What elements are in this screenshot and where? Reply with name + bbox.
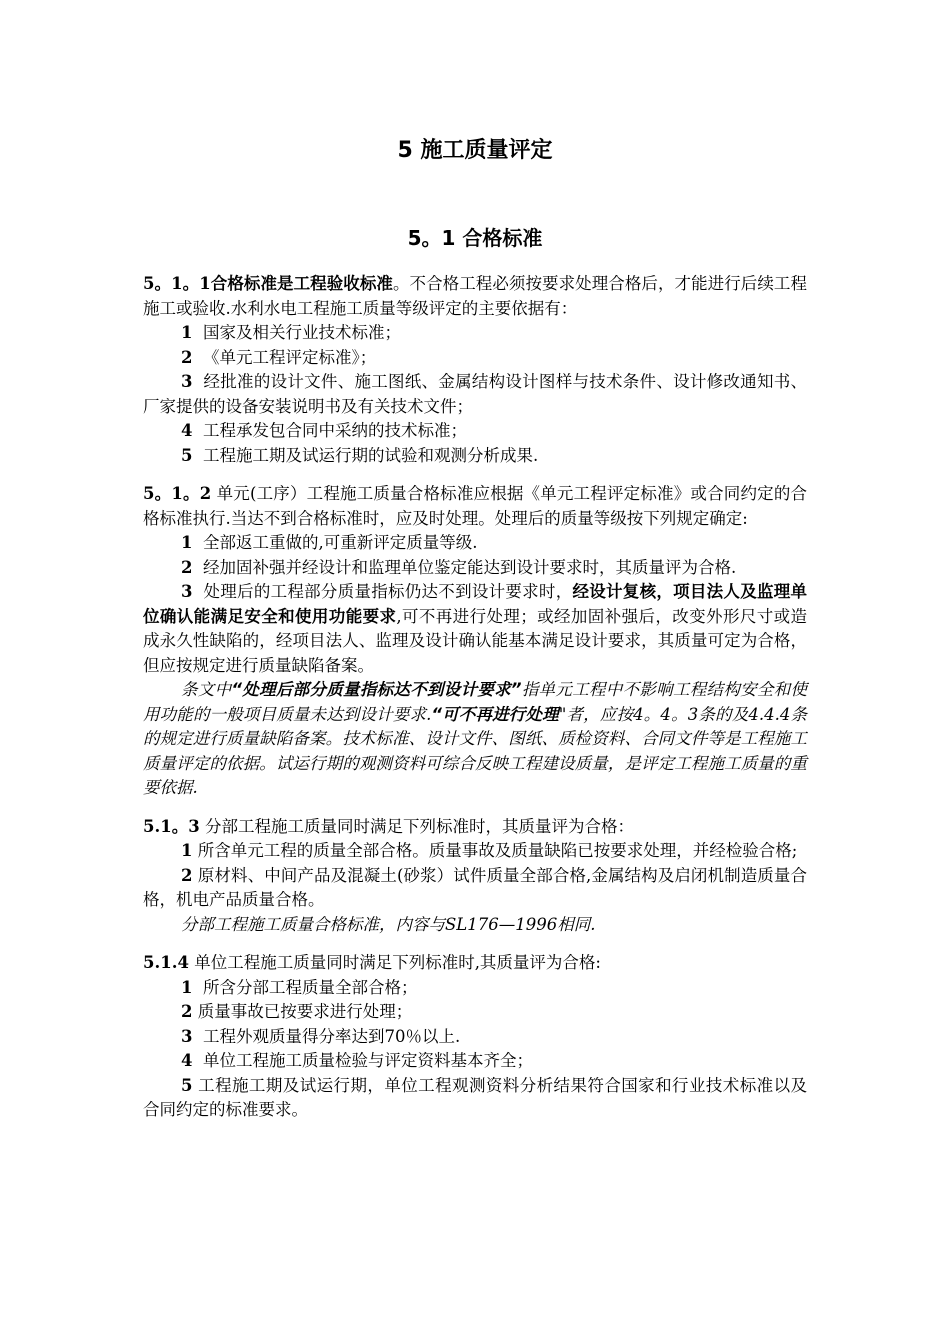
clause-number: 5.1。3	[143, 816, 200, 836]
clause-5-1-4	[143, 951, 807, 976]
list-item: 1 国家及相关行业技术标准；	[181, 323, 401, 342]
clause-text: 单元(工序）工程施工质量合格标准应根据《单元工程评定标准》或合同约定的合格标准执行.当达不到合格标准时，应及时处理。处理后的质量等级按下列规定确定:	[143, 484, 808, 528]
clause-5-1-2	[143, 482, 807, 531]
emphasis-text: 经设计复核，项目法人及监理单位确认能满足安全和使用功能要求	[143, 582, 808, 626]
list-item: 4 单位工程施工质量检验与评定资料基本齐全；	[181, 1051, 533, 1070]
clause-5-1-3	[143, 815, 807, 840]
clause-number: 5。1。1	[143, 274, 211, 293]
section-title: 5。1 合格标准	[407, 226, 543, 250]
list-item: 3 经批准的设计文件、施工图纸、金属结构设计图样与技术条件、设计修改通知书、厂家提供的设备安装说明书及有关技术文件；	[143, 372, 807, 416]
list-item: 2 原材料、中间产品及混凝土(砂浆）试件质量全部合格,金属结构及启闭机制造质量合格，机电产品质量合格。	[143, 865, 807, 909]
clause-text: 单位工程施工质量同时满足下列标准时,其质量评为合格:	[194, 953, 601, 972]
list-item: 5 工程施工期及试运行期，单位工程观测资料分析结果符合国家和行业技术标准以及合同约定的标准要求。	[143, 1075, 807, 1119]
chapter-title: 5 施工质量评定	[397, 138, 553, 163]
list-item: 4 工程承发包合同中采纳的技术标准；	[181, 421, 467, 440]
emphasis-text: “可不再进行处理	[431, 704, 559, 724]
document-body	[143, 272, 807, 1123]
list-item: 2 《单元工程评定标准》；	[181, 347, 377, 367]
list-item: 2 质量事故已按要求进行处理；	[181, 1002, 413, 1021]
commentary-note: 分部工程施工质量合格标准，内容与SL176—1996相同.	[181, 914, 596, 934]
list-item: 1 所含单元工程的质量全部合格。质量事故及质量缺陷已按要求处理，并经检验合格;	[181, 841, 798, 860]
list-item: 1 所含分部工程质量全部合格；	[181, 977, 418, 997]
list-item: 5 工程施工期及试运行期的试验和观测分析成果.	[181, 445, 539, 465]
clause-text: 。不合格工程必须按要求处理合格后，才能进行后续工程施工或验收.水利水电工程施工质量等级评定的主要依据有：	[143, 274, 807, 318]
clause-number: 5.1.4	[143, 953, 189, 972]
emphasis-text: “处理后部分质量指标达不到设计要求”	[231, 680, 522, 699]
list-item: 2 经加固补强并经设计和监理单位鉴定能达到设计要求时，其质量评为合格.	[181, 557, 737, 577]
clause-number: 5。1。2	[143, 484, 212, 503]
clause-5-1-1	[143, 272, 807, 321]
clause-text: 分部工程施工质量同时满足下列标准时，其质量评为合格：	[204, 816, 634, 836]
clause-lead: 合格标准是工程验收标准	[210, 274, 393, 293]
list-item: 1 全部返工重做的,可重新评定质量等级.	[181, 533, 478, 552]
commentary-note: 条文中“处理后部分质量指标达不到设计要求”指单元工程中不影响工程结构安全和使用功能的一般项目质量未达到设计要求.“可不再进行处理"者，应按4。4。3条的及4.4.4条的规定进行质量缺陷备案。技术标准、设计文件、图纸、质检资料、合同文件等是工程施工质量评定的依据。试运行期的观测资料可综合反映工程建设质量，是评定工程施工质量的重要依据.	[143, 680, 807, 797]
list-item: 3 工程外观质量得分率达到70％以上.	[181, 1026, 461, 1046]
list-item: 3 处理后的工程部分质量指标仍达不到设计要求时，经设计复核，项目法人及监理单位确认能满足安全和使用功能要求,可不再进行处理；或经加固补强后，改变外形尺寸或造成永久性缺陷的，经项目法人、监理及设计确认能基本满足设计要求，其质量可定为合格，但应按规定进行质量缺陷备案。	[143, 582, 808, 675]
